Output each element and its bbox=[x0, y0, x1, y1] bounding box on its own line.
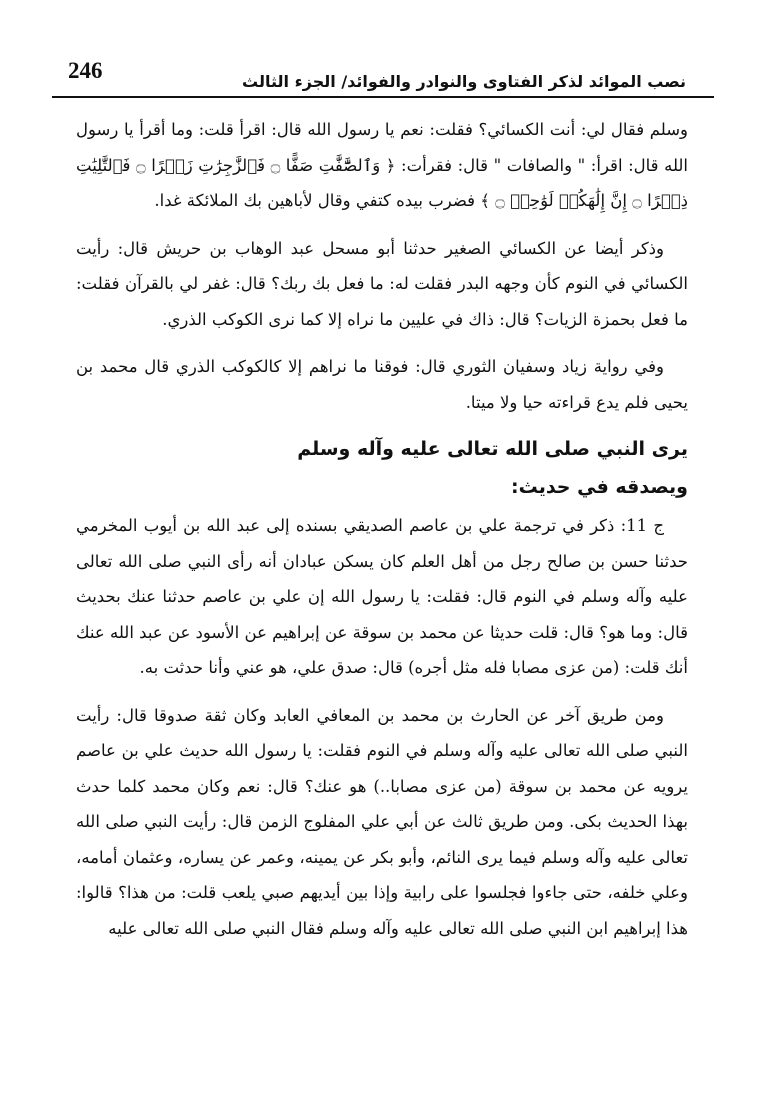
paragraph: وفي رواية زياد وسفيان الثوري قال: فوقنا ما نراهم إلا كالكوكب الذري قال محمد بن يحيى فلم يدع قراءته حيا ولا ميتا. bbox=[76, 357, 688, 412]
running-title: نصب الموائد لذكر الفتاوى والنوادر والفوائد/ الجزء الثالث bbox=[242, 72, 686, 91]
page-header bbox=[52, 58, 714, 98]
section-heading-line-1: يرى النبي صلى الله تعالى عليه وآله وسلم bbox=[297, 438, 688, 460]
paragraph: وسلم فقال لي: أنت الكسائي؟ فقلت: نعم يا رسول الله قال: اقرأ قلت: وما أقرأ يا رسول الله قال: اقرأ: " والصافات " قال: فقرأت: ﴿ وَٱلصَّٰٓفَّٰتِ صَفًّا ۝ فَٱلزَّٰجِرَٰتِ زَجۡرًا ۝ فَٱلتَّٰلِيَٰتِ ذِكۡرًا ۝ إِنَّ إِلَٰهَكُمۡ لَوَٰحِدٞ ۝ ﴾ فضرب بيده كتفي وقال لأباهين بك الملائكة غدا. bbox=[76, 120, 689, 210]
page-number: 246 bbox=[68, 58, 103, 83]
section-heading-line-2: ويصدقه في حديث: bbox=[510, 476, 688, 498]
main-text bbox=[76, 112, 688, 958]
paragraph: وذكر أيضا عن الكسائي الصغير حدثنا أبو مسحل عبد الوهاب بن حريش قال: رأيت الكسائي في النوم كأن وجهه البدر فقلت له: ما فعل بك ربك؟ قال: غفر لي بالقرآن فقلت: ما فعل بحمزة الزيات؟ قال: ذاك في عليين ما نراه إلا كما نرى الكوكب الذري. bbox=[76, 238, 688, 329]
paragraph: ومن طريق آخر عن الحارث بن محمد بن المعافي العابد وكان ثقة صدوقا قال: رأيت النبي صلى الله تعالى عليه وآله وسلم في النوم فقلت: يا رسول الله حديث علي بن عاصم يرويه عن محمد بن سوقة (من عزى مصابا..) هو عنك؟ قال: نعم وكان محمد كلما حدث بهذا الحديث بكى. ومن طريق ثالث عن أبي علي المفلوج الزمن قال: رأيت النبي صلى الله تعالى عليه وآله وسلم فيما يرى النائم، وأبو بكر عن يمينه، وعمر عن يساره، وعثمان أمامه، وعلي خلفه، حتى جاءوا فجلسوا على رابية وإذا بين أيديهم صبي يلعب قلت: من هذا؟ قالوا: هذا إبراهيم ابن النبي صلى الله تعالى عليه وآله وسلم فقال النبي صلى الله تعالى عليه bbox=[76, 705, 688, 938]
paragraph: ج 11: ذكر في ترجمة علي بن عاصم الصديقي بسنده إلى عبد الله بن أيوب المخرمي حدثنا حسن بن صالح رجل من أهل العلم كان يسكن عبادان أنه رأى النبي صلى الله تعالى عليه وآله وسلم في النوم قال: فقلت: يا رسول الله إن علي بن عاصم حدثنا عنك بحديث قال: وما هو؟ قال: قلت حديثا عن محمد بن سوقة عن إبراهيم عن الأسود عن عبد الله عنك أنك قلت: (من عزى مصابا فله مثل أجره) قال: صدق علي، هو عني وأنا حدثت به. bbox=[76, 516, 688, 677]
